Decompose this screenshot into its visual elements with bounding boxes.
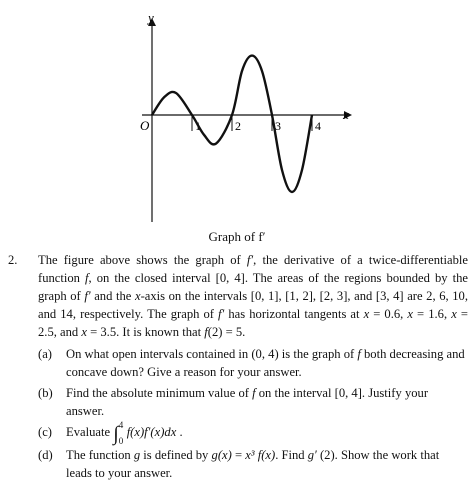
- part-b-label: (b): [38, 386, 53, 400]
- integrand: f(x)f′(x)dx: [126, 425, 177, 439]
- integral-lower-limit: 0: [118, 436, 124, 446]
- axis-x-label: x: [343, 107, 349, 122]
- origin-label: O: [140, 118, 150, 133]
- x-tick-label: 1: [195, 119, 201, 133]
- problem-parts: [38, 345, 468, 482]
- integral-upper-limit: 4: [118, 420, 124, 430]
- x-tick-label: 4: [315, 119, 321, 133]
- integral-sign: ∫: [113, 423, 119, 445]
- problem-number: 2.: [8, 253, 18, 267]
- part-a: (a) On what open intervals contained in (0, 4) is the graph of f both decreasing and concave down? Give a reason for your answer.: [38, 347, 465, 379]
- part-d-label: (d): [38, 448, 53, 462]
- x-tick-label: 2: [235, 119, 241, 133]
- part-b: (b) Find the absolute minimum value of f on the interval [0, 4]. Justify your answer.: [38, 386, 429, 418]
- problem-2: [8, 251, 468, 485]
- part-a-label: (a): [38, 347, 52, 361]
- part-c-label: (c): [38, 425, 52, 439]
- part-d: (d) The function g is defined by g(x) = x³ f(x). Find g′ (2). Show the work that leads to your answer.: [38, 448, 440, 480]
- derivative-graph: [0, 0, 474, 230]
- x-tick-label: 3: [275, 119, 281, 133]
- axis-y-label: y: [148, 10, 154, 25]
- part-c: (c) Evaluate ∫ 4 0 f(x)f′(x)dx .: [38, 423, 468, 443]
- graph-caption: Graph of f′: [208, 229, 266, 244]
- problem-intro: The figure above shows the graph of f′, the derivative of a twice-differentiable function f, on the closed interval [0, 4]. The areas of the regions bounded by the graph of f′ and the x-axis on the intervals [0, 1], [1, 2], [2, 3], and [3, 4] are 2, 6, 10, and 14, respectively. The graph of f′ has horizontal tangents at x = 0.6, x = 1.6, x = 2.5, and x = 3.5. It is known that f(2) = 5.: [38, 253, 469, 339]
- x-ticks: [192, 115, 321, 133]
